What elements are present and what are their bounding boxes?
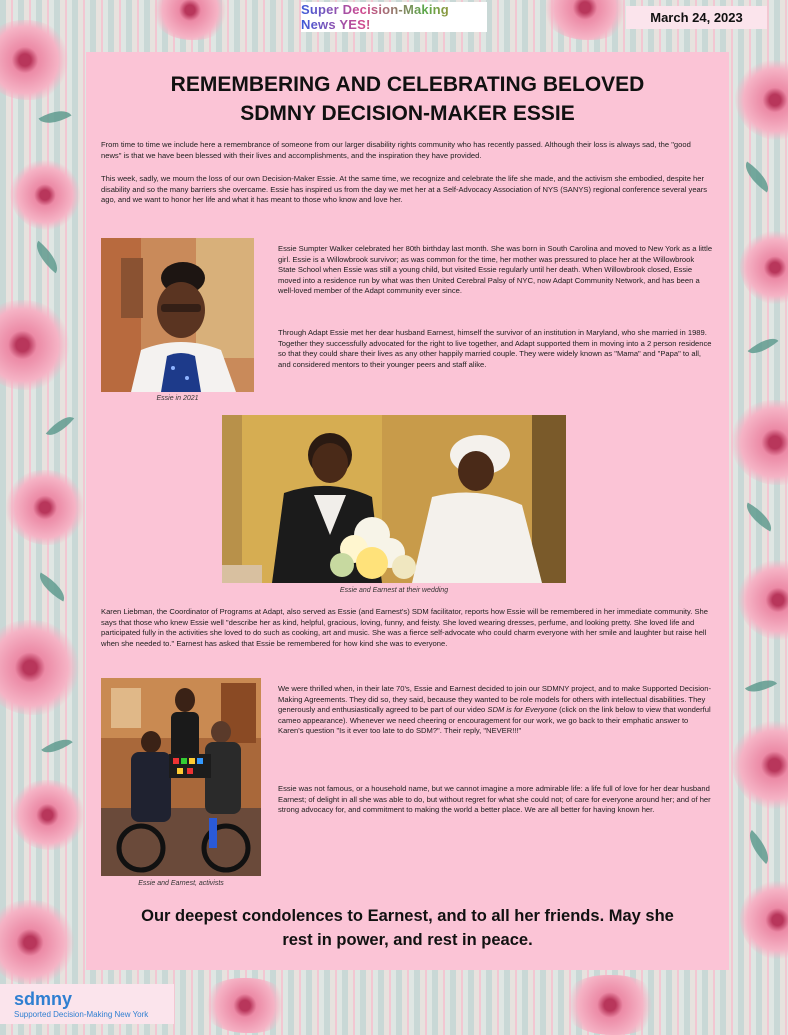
title-line-1: REMEMBERING AND CELEBRATING BELOVED xyxy=(170,73,645,96)
intro-paragraph-2: This week, sadly, we mourn the loss of our own Decision-Maker Essie. At the same time, we recognize and celebrate the life she made, and the activism she embodied, despite her disability and so the many barriers she overcame. Essie has inspired us from the day we met her at a Self-Advocacy Association of NYS (SANYS) regional conference several years ago, and we want to honor her life and what it has meant to those who know and love her. xyxy=(101,174,708,205)
final-paragraph: Essie was not famous, or a household name, but we cannot imagine a more admirable life: a life full of love for her dear husband Earnest; of delight in all she was able to do, but without regret for what she could not; of care for everyone around her; and of her strong advocacy for, and commitment to making the world a better place. We are all better for having known her. xyxy=(278,784,711,815)
intro-paragraph-1: From time to time we include here a remembrance of someone from our larger disability rights community who has recently passed. Although their loss is always sad, the "good news" is that we have been blessed with their lives and accomplishments, and the inspiration they have provided. xyxy=(101,140,691,160)
closing-line-1: Our deepest condolences to Earnest, and to all her friends. May she xyxy=(141,907,674,925)
newsletter-logo-text: Super Decision-Making News YES! xyxy=(301,2,487,32)
article-panel xyxy=(86,52,729,970)
essie-2021-photo xyxy=(101,238,254,392)
title-line-2: SDMNY DECISION-MAKER ESSIE xyxy=(240,102,575,125)
newsletter-logo[interactable] xyxy=(301,2,487,32)
wedding-photo xyxy=(222,415,566,583)
photo-caption-1: Essie in 2021 xyxy=(156,395,199,402)
date-badge xyxy=(626,6,767,29)
bio-paragraph-2: Through Adapt Essie met her dear husband Earnest, himself the survivor of an institution in Maryland, who she married in 1989. Together they successfully advocated for the right to live together, and Adapt supported them in moving into a 2 person residence so that they could share their lives as any other happily married couple. They were widely known as "Mama" and "Papa" to all, and considered mentors to their younger peers and staff alike. xyxy=(278,328,712,369)
photo-caption-3: Essie and Earnest, activists xyxy=(138,880,224,887)
footer-brand[interactable] xyxy=(0,984,174,1024)
sdm-paragraph-text-1: We were thrilled when, in their late 70's, Essie and Earnest decided to join our SDMNY project, and to make Supported Decision-Making Agreements. They did so, they said, because they wanted to be role models for others with intellectual disabilities. They generously and enthusiastically agreed to be part of our video xyxy=(278,684,711,715)
photo-caption-2: Essie and Earnest at their wedding xyxy=(339,587,449,594)
bio-paragraph-1: Essie Sumpter Walker celebrated her 80th birthday last month. She was born in South Carolina and moved to New York as a little girl. Essie is a Willowbrook survivor; as was common for the time, her mother was pressured to place her at the Willowbrook State School when Essie was still a young child, but visited Essie regularly until her death. When Willowbrook closed, Essie moved into a residence run by what was then United Cerebral Palsy of NYC, now Adapt Community Network, and has been a well-loved member of the Adapt community ever since. xyxy=(278,244,713,296)
footer-brand-name: sdmny xyxy=(14,989,73,1009)
sdm-paragraph-text-2: (click on the link below to view that wonderful cameo appearance). Whenever we need cheering or encouragement for our work, we go back to their emphatic answer to Karen's question "Is it ever too late to do SDM?". Their reply, "NEVER!!!" xyxy=(278,705,711,736)
issue-date: March 24, 2023 xyxy=(650,10,743,25)
sdm-paragraph xyxy=(278,684,713,737)
karen-paragraph: Karen Liebman, the Coordinator of Programs at Adapt, also served as Essie (and Earnest's) SDM facilitator, reports how Essie will be remembered in her immediate community. She says that those who knew Essie well "describe her as kind, helpful, gracious, loving, funny, and feisty. She loved wearing dresses, perfume, and looking pretty. She loved life and participated fully in the activities she loved to do such as cooking, art and music. She was a fierce self-advocate who could charm everyone with her smile and laughter but raise hell when she needed to." Earnest has asked that Essie be remembered for how kind she was to everyone. xyxy=(101,607,708,648)
activists-photo xyxy=(101,678,261,876)
closing-message xyxy=(104,904,711,952)
footer-tagline: Supported Decision-Making New York xyxy=(14,1010,149,1019)
closing-line-2: rest in power, and rest in peace. xyxy=(282,931,533,949)
video-title: SDM is for Everyone xyxy=(487,705,558,715)
article-title xyxy=(86,70,729,128)
